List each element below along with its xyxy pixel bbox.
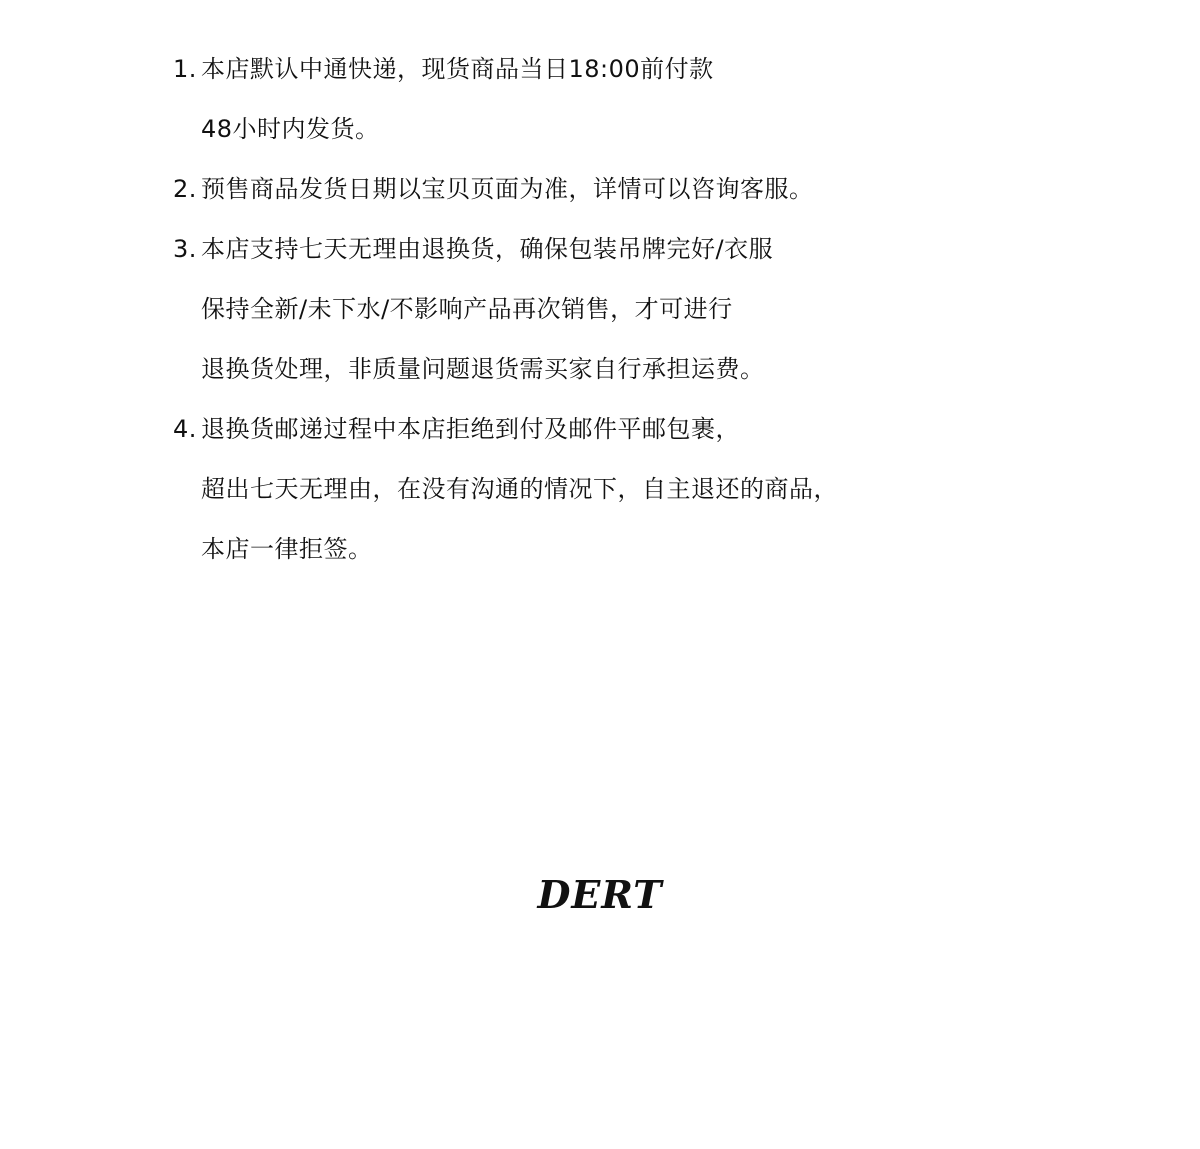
notice-item-4-line-2: 超出七天无理由，在没有沟通的情况下，自主退还的商品， — [201, 475, 838, 503]
notice-item-3-line-2: 保持全新/未下水/不影响产品再次销售，才可进行 — [201, 295, 733, 323]
notice-item-3-line-3: 退换货处理，非质量问题退货需买家自行承担运费。 — [201, 355, 765, 383]
brand-logo — [0, 872, 1200, 917]
notice-item-4-line-3: 本店一律拒签。 — [201, 535, 373, 563]
notice-item-2-number: 2. — [173, 175, 197, 203]
notice-item-2-line-1 — [173, 170, 1033, 230]
notice-item-4-line-1 — [173, 410, 1033, 470]
notice-item-4-number: 4. — [173, 415, 197, 443]
notice-item-3-number: 3. — [173, 235, 197, 263]
notice-item-2-text: 预售商品发货日期以宝贝页面为准，详情可以咨询客服。 — [201, 175, 814, 203]
notice-item-1-line-2: 48小时内发货。 — [201, 115, 380, 143]
notice-item-3-text: 本店支持七天无理由退换货，确保包装吊牌完好/衣服 — [201, 235, 774, 263]
notice-item-1-line-1 — [173, 50, 1033, 110]
notice-item-1-number: 1. — [173, 55, 197, 83]
brand-logo-text: DERT — [537, 872, 663, 917]
shipping-return-notice — [173, 50, 1033, 590]
notice-item-3-line-1 — [173, 230, 1033, 290]
notice-item-1-text: 本店默认中通快递，现货商品当日18:00前付款 — [201, 55, 714, 83]
notice-item-4-text: 退换货邮递过程中本店拒绝到付及邮件平邮包裹， — [201, 415, 740, 443]
